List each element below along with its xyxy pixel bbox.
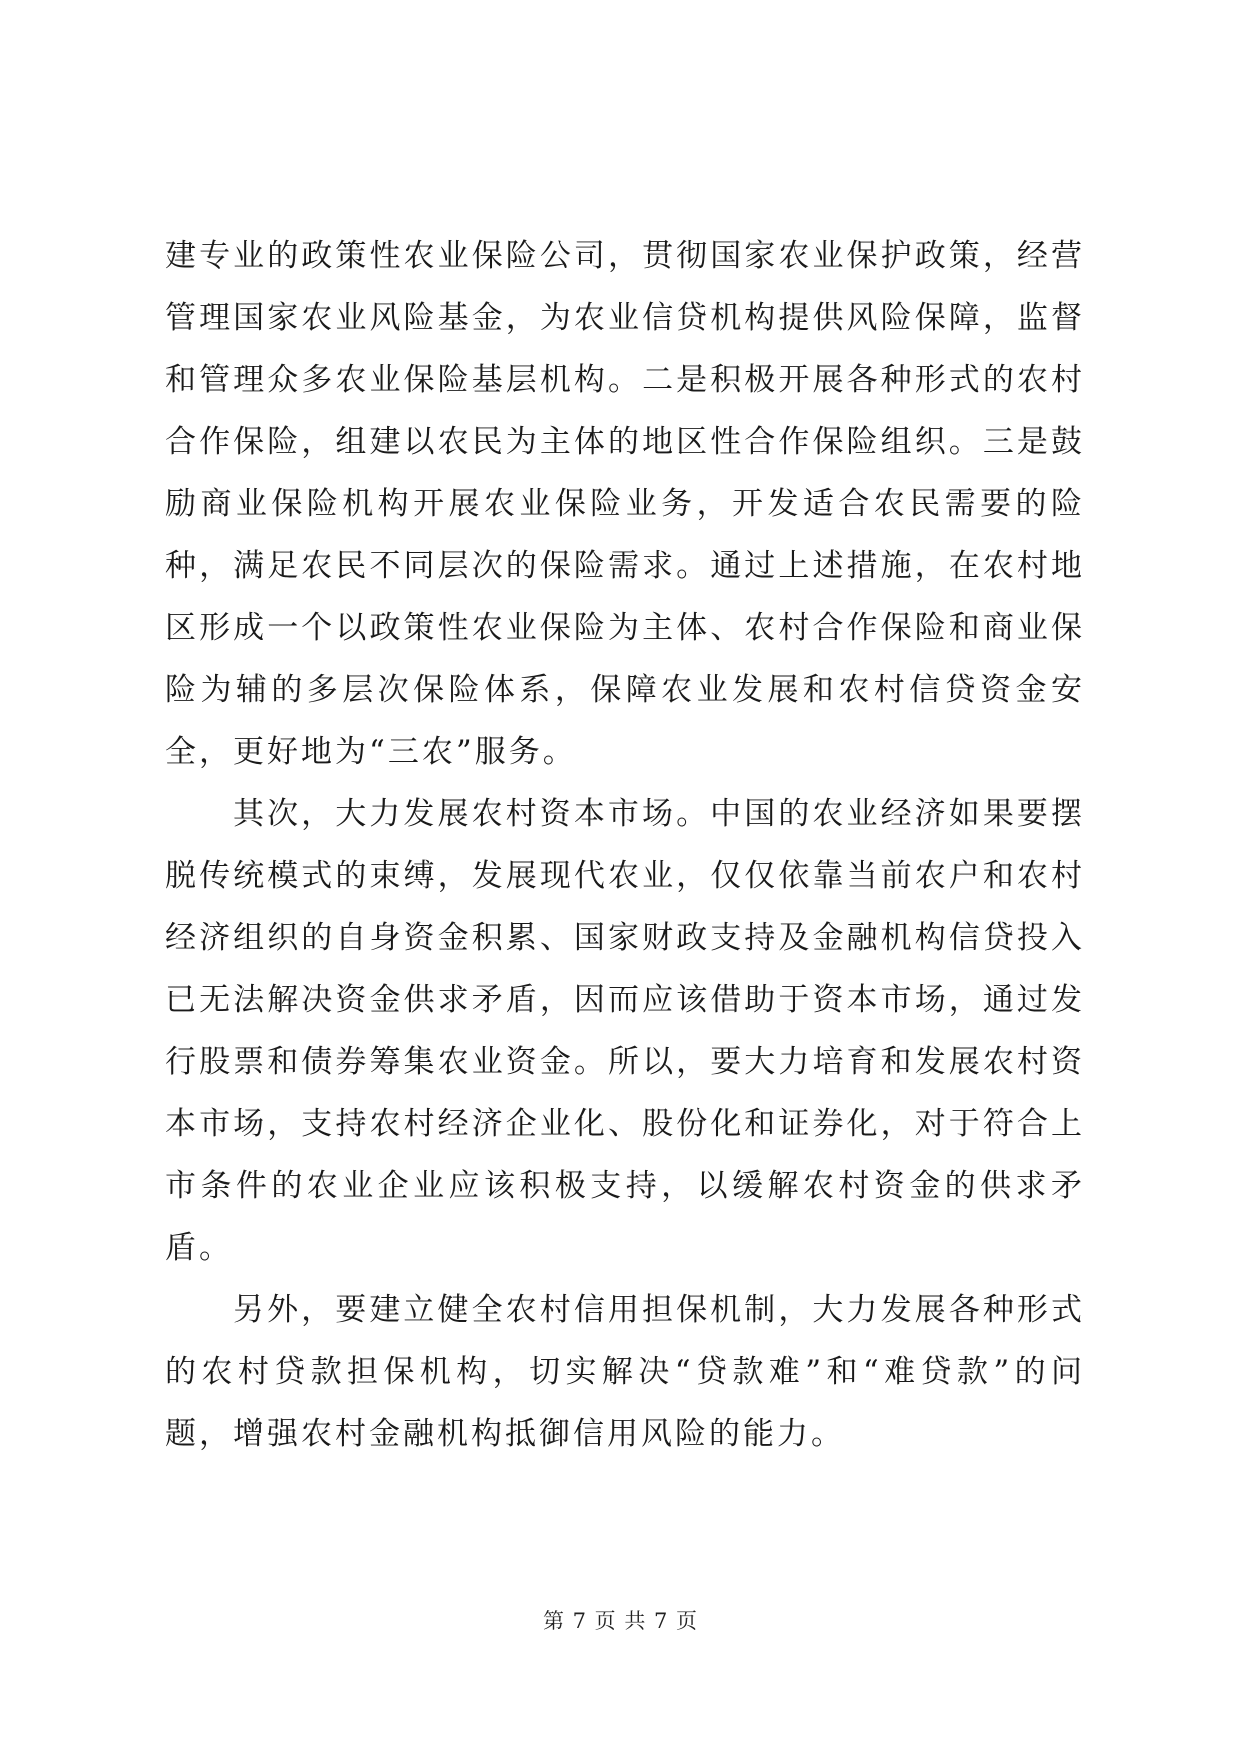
body-text — [165, 225, 1085, 1465]
paragraph-continuation: 建专业的政策性农业保险公司，贯彻国家农业保护政策，经营管理国家农业风险基金，为农业信贷机构提供风险保障，监督和管理众多农业保险基层机构。二是积极开展各种形式的农村合作保险，组建以农民为主体的地区性合作保险组织。三是鼓励商业保险机构开展农业保险业务，开发适合农民需要的险种，满足农民不同层次的保险需求。通过上述措施，在农村地区形成一个以政策性农业保险为主体、农村合作保险和商业保险为辅的多层次保险体系，保障农业发展和农村信贷资金安全，更好地为“三农”服务。 — [165, 238, 1085, 770]
paragraph-capital-market: 其次，大力发展农村资本市场。中国的农业经济如果要摆脱传统模式的束缚，发展现代农业，仅仅依靠当前农户和农村经济组织的自身资金积累、国家财政支持及金融机构信贷投入已无法解决资金供求矛盾，因而应该借助于资本市场，通过发行股票和债券筹集农业资金。所以，要大力培育和发展农村资本市场，支持农村经济企业化、股份化和证券化，对于符合上市条件的农业企业应该积极支持，以缓解农村资金的供求矛盾。 — [165, 796, 1085, 1266]
page-number-footer: 第 7 页 共 7 页 — [542, 1609, 699, 1633]
paragraph-credit-guarantee: 另外，要建立健全农村信用担保机制，大力发展各种形式的农村贷款担保机构，切实解决“贷款难”和“难贷款”的问题，增强农村金融机构抵御信用风险的能力。 — [165, 1292, 1085, 1452]
